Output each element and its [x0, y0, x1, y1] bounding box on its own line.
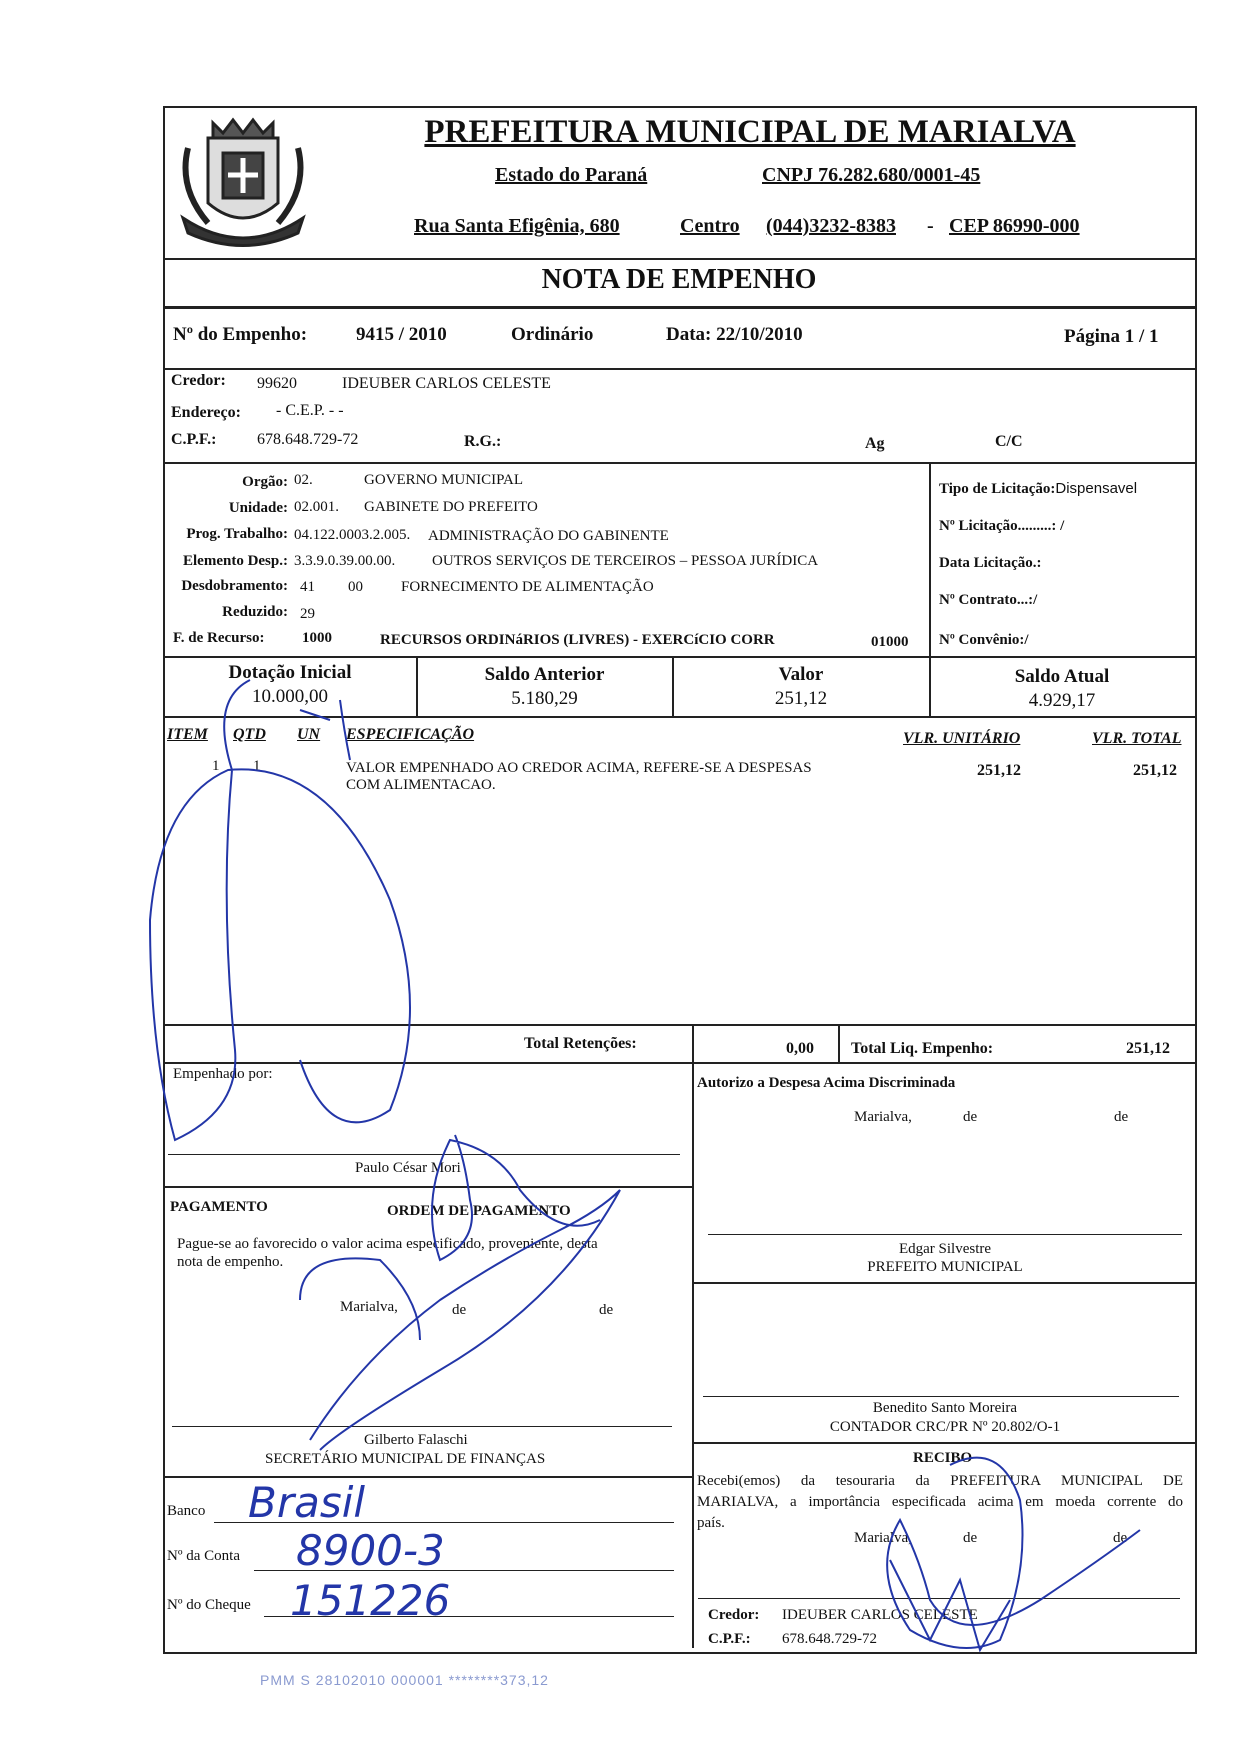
saldo-anterior-value: 5.180,29 — [511, 688, 578, 709]
fonte-recurso-end-code: 01000 — [871, 634, 909, 650]
col-header-un: UN — [297, 726, 321, 743]
ordem-pagamento-title: ORDEM DE PAGAMENTO — [387, 1203, 571, 1219]
fonte-recurso-name: RECURSOS ORDINáRIOS (LIVRES) - EXERCíCIO CORR — [380, 632, 775, 648]
cheque-handwritten: 151226 — [290, 1576, 451, 1625]
unidade-name: GABINETE DO PREFEITO — [364, 499, 538, 515]
divider — [692, 1442, 1195, 1444]
divider — [163, 258, 1195, 260]
autorizo-city: Marialva, — [854, 1109, 912, 1125]
saldo-atual-label: Saldo Atual — [1014, 666, 1110, 687]
orgao-name: GOVERNO MUNICIPAL — [364, 472, 524, 488]
valor-value: 251,12 — [774, 688, 828, 709]
divider — [163, 1062, 1195, 1064]
credor-code: 99620 — [257, 375, 297, 392]
recibo-title: RECIBO — [913, 1450, 973, 1466]
elemento-label: Elemento Desp.: — [183, 553, 288, 569]
postal-code: CEP 86990-000 — [949, 215, 1080, 237]
item-description-line2: COM ALIMENTACAO. — [346, 777, 496, 793]
state-label: Estado do Paraná — [495, 164, 648, 186]
divider — [163, 306, 1195, 309]
empenho-type: Ordinário — [511, 324, 594, 345]
conta-handwritten: 8900-3 — [296, 1526, 445, 1575]
pagamento-title: PAGAMENTO — [170, 1199, 268, 1215]
data-licitacao: Data Licitação.: — [939, 555, 1042, 571]
autorizo-label: Autorizo a Despesa Acima Discriminada — [697, 1075, 956, 1091]
item-unit-value: 251,12 — [977, 762, 1021, 779]
valor-label: Valor — [778, 664, 824, 685]
divider — [163, 656, 1195, 658]
secretario-title: SECRETÁRIO MUNICIPAL DE FINANÇAS — [265, 1451, 546, 1467]
numero-convenio: Nº Convênio:/ — [939, 632, 1029, 648]
item-description-line1: VALOR EMPENHADO AO CREDOR ACIMA, REFERE-SE A DESPESAS — [346, 760, 812, 776]
item-qtd: 1 — [253, 758, 261, 774]
municipal-coat-of-arms-logo — [168, 108, 318, 256]
recibo-de-1: de — [963, 1530, 978, 1546]
address-neighborhood: Centro — [680, 215, 740, 237]
endereco-label: Endereço: — [171, 404, 241, 421]
desdobramento-sub: 00 — [348, 579, 363, 595]
credor-name: IDEUBER CARLOS CELESTE — [342, 375, 551, 392]
cpf-label: C.P.F.: — [171, 431, 217, 448]
unidade-code: 02.001. — [294, 499, 339, 515]
saldo-anterior-label: Saldo Anterior — [484, 664, 605, 685]
autorizo-de-1: de — [963, 1109, 978, 1125]
prog-trabalho-name: ADMINISTRAÇÃO DO GABINENTE — [428, 528, 669, 544]
item-total-value: 251,12 — [1133, 762, 1177, 779]
desdobramento-label: Desdobramento: — [181, 578, 288, 594]
account-label: C/C — [995, 433, 1023, 450]
pagamento-de-1: de — [452, 1302, 467, 1318]
orgao-label: Orgão: — [242, 474, 288, 490]
recibo-credor-label: Credor: — [708, 1607, 760, 1623]
signature-line — [172, 1426, 672, 1427]
municipality-title: PREFEITURA MUNICIPAL DE MARIALVA — [424, 114, 1076, 150]
pagamento-de-2: de — [599, 1302, 614, 1318]
signature-line — [698, 1598, 1180, 1599]
item-number: 1 — [212, 758, 220, 774]
col-header-qtd: QTD — [233, 726, 266, 743]
numero-licitacao: Nº Licitação.........: / — [939, 518, 1065, 534]
recibo-text-line1: Recebi(emos) da tesouraria da PREFEITURA MUNICIPAL DE — [697, 1473, 1183, 1489]
cheque-label: Nº do Cheque — [167, 1597, 251, 1613]
divider — [692, 1024, 694, 1062]
empenho-date: Data: 22/10/2010 — [666, 324, 803, 345]
pagamento-text-line1: Pague-se ao favorecido o valor acima especificado, proveniente, desta — [177, 1236, 598, 1252]
col-header-vlr-unitario: VLR. UNITÁRIO — [903, 730, 1021, 747]
empenhado-por-name: Paulo César Mori — [355, 1160, 461, 1176]
cpf-value: 678.648.729-72 — [257, 431, 359, 448]
empenhado-por-label: Empenhado por: — [173, 1066, 273, 1082]
contador-title: CONTADOR CRC/PR Nº 20.802/O-1 — [829, 1419, 1061, 1435]
reduzido-label: Reduzido: — [222, 604, 288, 620]
dotacao-label: Dotação Inicial — [228, 662, 352, 683]
address-separator: - — [927, 215, 934, 237]
col-header-especificacao: ESPECIFICAÇÃO — [346, 726, 475, 743]
signature-line — [168, 1154, 680, 1155]
pagamento-text-line2: nota de empenho. — [177, 1254, 284, 1270]
divider — [163, 1186, 693, 1188]
tipo-licitacao-label-text: Tipo de Licitação: — [939, 481, 1056, 497]
divider — [163, 368, 1195, 370]
divider — [838, 1024, 840, 1062]
elemento-code: 3.3.9.0.39.00.00. — [294, 553, 396, 569]
recibo-cpf-label: C.P.F.: — [708, 1631, 751, 1647]
divider — [692, 1282, 1195, 1284]
total-retencoes-label: Total Retenções: — [524, 1035, 637, 1052]
divider — [163, 1024, 1195, 1026]
unidade-label: Unidade: — [228, 500, 288, 516]
banco-handwritten: Brasil — [248, 1478, 366, 1527]
endereco-value: - C.E.P. - - — [276, 402, 344, 419]
recibo-text-line3: país. — [697, 1515, 725, 1531]
fonte-recurso-label: F. de Recurso: — [173, 630, 265, 646]
conta-label: Nº da Conta — [167, 1548, 240, 1564]
divider — [929, 462, 931, 657]
prefeito-name: Edgar Silvestre — [898, 1241, 992, 1257]
credor-label: Credor: — [171, 372, 226, 389]
agency-label: Ag — [865, 435, 885, 452]
signature-line — [708, 1234, 1182, 1235]
address-street: Rua Santa Efigênia, 680 — [414, 215, 620, 237]
prog-trabalho-code: 04.122.0003.2.005. — [294, 527, 411, 543]
total-liquido-label: Total Liq. Empenho: — [851, 1040, 994, 1057]
dotacao-value: 10.000,00 — [252, 686, 328, 707]
orgao-code: 02. — [294, 472, 313, 488]
cnpj-label: CNPJ 76.282.680/0001-45 — [762, 164, 981, 186]
total-retencoes-value: 0,00 — [786, 1040, 814, 1057]
recibo-credor-value: IDEUBER CARLOS CELESTE — [782, 1607, 978, 1623]
rg-label: R.G.: — [464, 433, 502, 450]
divider — [692, 1062, 694, 1648]
recibo-city: Marialva, — [854, 1530, 912, 1546]
empenho-number-value: 9415 / 2010 — [356, 324, 447, 345]
desdobramento-name: FORNECIMENTO DE ALIMENTAÇÃO — [401, 579, 654, 595]
col-header-item: ITEM — [167, 726, 208, 743]
divider — [163, 716, 1195, 718]
divider — [163, 1476, 693, 1478]
pagamento-city: Marialva, — [340, 1299, 398, 1315]
saldo-atual-value: 4.929,17 — [1028, 690, 1096, 711]
document-title: NOTA DE EMPENHO — [541, 264, 817, 295]
recibo-text-line2: MARIALVA, a importância especificada acima em moeda corrente do — [697, 1494, 1183, 1510]
desdobramento-code: 41 — [300, 579, 315, 595]
numero-contrato: Nº Contrato...:/ — [939, 592, 1038, 608]
reduzido-value: 29 — [300, 606, 315, 622]
tipo-licitacao-value: Dispensavel — [1055, 480, 1138, 497]
recibo-de-2: de — [1113, 1530, 1128, 1546]
signature-line — [703, 1396, 1179, 1397]
col-header-vlr-total: VLR. TOTAL — [1092, 730, 1182, 747]
tipo-licitacao-label — [939, 480, 1137, 498]
divider — [163, 462, 1195, 464]
total-liquido-value: 251,12 — [1126, 1040, 1170, 1057]
phone-number: (044)3232-8383 — [766, 215, 896, 237]
banco-label: Banco — [167, 1503, 206, 1519]
fonte-recurso-code: 1000 — [302, 630, 332, 646]
prog-trabalho-label: Prog. Trabalho: — [186, 526, 288, 542]
elemento-name: OUTROS SERVIÇOS DE TERCEIROS – PESSOA JURÍDICA — [432, 553, 819, 569]
contador-name: Benedito Santo Moreira — [872, 1400, 1018, 1416]
secretario-name: Gilberto Falaschi — [364, 1432, 468, 1448]
empenho-number-label: Nº do Empenho: — [173, 324, 308, 345]
autorizo-de-2: de — [1114, 1109, 1129, 1125]
prefeito-title: PREFEITO MUNICIPAL — [867, 1259, 1023, 1275]
page-number: Página 1 / 1 — [1064, 326, 1159, 347]
footer-print-stamp: PMM S 28102010 000001 ********373,12 — [260, 1672, 549, 1688]
recibo-cpf-value: 678.648.729-72 — [782, 1631, 877, 1647]
